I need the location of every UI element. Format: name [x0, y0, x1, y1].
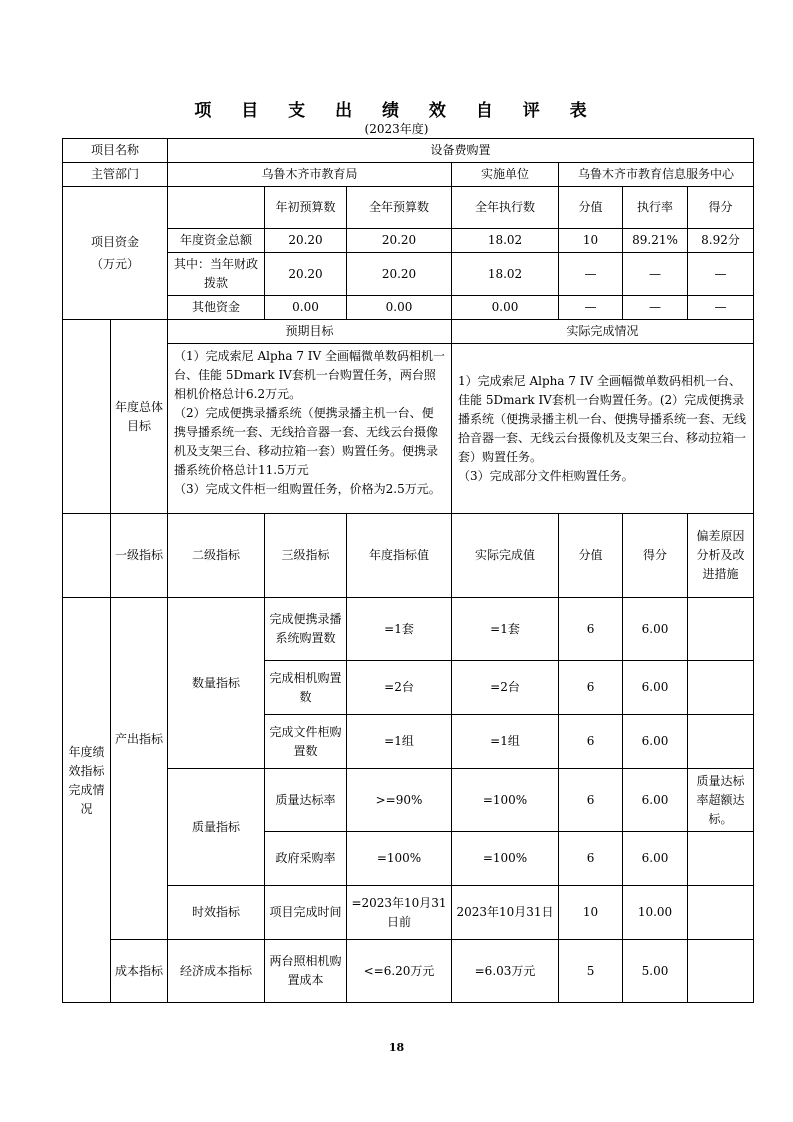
indicator-target: =100%	[347, 832, 452, 886]
funds-cell: 89.21%	[623, 229, 688, 253]
actual-goal-header: 实际完成情况	[452, 320, 754, 344]
indicator-header-level2: 二级指标	[168, 514, 265, 598]
indicator-header-actual: 实际完成值	[452, 514, 559, 598]
document-title: 项 目 支 出 绩 效 自 评 表	[194, 101, 599, 121]
indicator-value: 6	[559, 715, 623, 769]
indicator-name: 质量达标率	[265, 769, 347, 832]
funds-header: 全年预算数	[347, 187, 452, 229]
document-year: (2023年度)	[364, 122, 429, 136]
indicator-score: 6.00	[623, 715, 688, 769]
funds-header: 年初预算数	[265, 187, 347, 229]
expected-goal-line: （2）完成便携录播系统（便携录播主机一台、便携导播系统一套、无线拾音器一套、无线云台摄像机及支架三台、移动拉箱一套）购置任务。便携录播系统价格总计11.5万元	[174, 406, 439, 477]
output-indicator-label: 产出指标	[111, 598, 168, 940]
funds-cell: —	[623, 253, 688, 296]
indicator-actual: =2台	[452, 661, 559, 715]
indicator-score: 6.00	[623, 598, 688, 661]
indicator-header-level3: 三级指标	[265, 514, 347, 598]
indicator-note	[688, 940, 754, 1003]
funds-cell: —	[688, 253, 754, 296]
indicator-target: >=90%	[347, 769, 452, 832]
indicator-value: 6	[559, 769, 623, 832]
expected-goal-text	[168, 344, 452, 514]
funds-header: 得分	[688, 187, 754, 229]
indicator-name: 完成文件柜购置数	[265, 715, 347, 769]
indicator-target: =2台	[347, 661, 452, 715]
quality-indicator-label: 质量指标	[168, 769, 265, 886]
indicator-target: =1组	[347, 715, 452, 769]
indicator-note: 质量达标率超额达标。	[688, 769, 754, 832]
indicator-actual: =100%	[452, 769, 559, 832]
impl-label: 实施单位	[452, 163, 559, 187]
indicator-score: 5.00	[623, 940, 688, 1003]
economic-indicator-label: 经济成本指标	[168, 940, 265, 1003]
funds-cell: 0.00	[452, 296, 559, 320]
indicator-name: 政府采购率	[265, 832, 347, 886]
expected-goal-header: 预期目标	[168, 320, 452, 344]
indicator-section-label: 年度绩效指标完成情况	[63, 598, 111, 1003]
funds-cell: 0.00	[265, 296, 347, 320]
dept-label: 主管部门	[63, 163, 168, 187]
indicator-note	[688, 715, 754, 769]
funds-cell: —	[559, 253, 623, 296]
impl-value: 乌鲁木齐市教育信息服务中心	[559, 163, 754, 187]
funds-cell: 10	[559, 229, 623, 253]
indicator-value: 6	[559, 661, 623, 715]
indicator-score: 10.00	[623, 886, 688, 940]
expected-goal-line: （1）完成索尼 Alpha 7 IV 全画幅微单数码相机一台、佳能 5Dmark IV套机一台购置任务，两台照相机价格总计6.2万元。	[174, 349, 446, 401]
funds-row-label: 其他资金	[168, 296, 265, 320]
dept-value: 乌鲁木齐市教育局	[168, 163, 452, 187]
indicator-score: 6.00	[623, 832, 688, 886]
indicator-actual: =1套	[452, 598, 559, 661]
funds-cell: —	[559, 296, 623, 320]
actual-goal-line: 1）完成索尼 Alpha 7 IV 全画幅微单数码相机一台、佳能 5Dmark IV套机一台购置任务。(2）完成便携录播系统（便携录播主机一台、便携导播系统一套、无线拾音器一套、无线云台摄像机及支架三台、移动拉箱一套）购置任务。	[458, 373, 747, 464]
goals-label	[63, 320, 111, 514]
indicator-header-level1: 一级指标	[111, 514, 168, 598]
indicator-target: <=6.20万元	[347, 940, 452, 1003]
indicator-note	[688, 598, 754, 661]
indicator-actual: =100%	[452, 832, 559, 886]
indicator-note	[688, 661, 754, 715]
funds-cell: 20.20	[347, 253, 452, 296]
indicator-value: 6	[559, 832, 623, 886]
evaluation-table	[62, 138, 754, 1003]
indicator-value: 5	[559, 940, 623, 1003]
funds-header: 执行率	[623, 187, 688, 229]
quantity-indicator-label: 数量指标	[168, 598, 265, 769]
indicator-value: 10	[559, 886, 623, 940]
indicator-header-value: 分值	[559, 514, 623, 598]
indicator-name: 完成相机购置数	[265, 661, 347, 715]
funds-label: 项目资金 （万元）	[63, 187, 168, 320]
indicator-name: 项目完成时间	[265, 886, 347, 940]
funds-row-label: 年度资金总额	[168, 229, 265, 253]
funds-row-label: 其中：当年财政拨款	[168, 253, 265, 296]
indicator-header-empty	[63, 514, 111, 598]
cost-indicator-label: 成本指标	[111, 940, 168, 1003]
indicator-note	[688, 886, 754, 940]
indicator-target: =2023年10月31日前	[347, 886, 452, 940]
funds-cell: 18.02	[452, 253, 559, 296]
indicator-score: 6.00	[623, 661, 688, 715]
timeliness-indicator-label: 时效指标	[168, 886, 265, 940]
indicator-name: 完成便携录播系统购置数	[265, 598, 347, 661]
project-name-value: 设备费购置	[168, 139, 754, 163]
expected-goal-line: （3）完成文件柜一组购置任务，价格为2.5万元。	[174, 482, 441, 496]
indicator-actual: =6.03万元	[452, 940, 559, 1003]
indicator-score: 6.00	[623, 769, 688, 832]
funds-cell: 8.92分	[688, 229, 754, 253]
indicator-actual: =1组	[452, 715, 559, 769]
funds-header-empty	[168, 187, 265, 229]
indicator-header-deviation: 偏差原因分析及改进措施	[688, 514, 754, 598]
funds-header: 分值	[559, 187, 623, 229]
indicator-actual: 2023年10月31日	[452, 886, 559, 940]
page-number: 18	[388, 1041, 405, 1054]
funds-cell: 0.00	[347, 296, 452, 320]
funds-cell: 18.02	[452, 229, 559, 253]
indicator-name: 两台照相机购置成本	[265, 940, 347, 1003]
funds-cell: 20.20	[347, 229, 452, 253]
project-name-label: 项目名称	[63, 139, 168, 163]
funds-cell: —	[623, 296, 688, 320]
funds-cell: —	[688, 296, 754, 320]
funds-cell: 20.20	[265, 229, 347, 253]
indicator-note	[688, 832, 754, 886]
indicator-target: =1套	[347, 598, 452, 661]
indicator-header-target: 年度指标值	[347, 514, 452, 598]
funds-header: 全年执行数	[452, 187, 559, 229]
goals-label-text: 年度总体目标	[111, 320, 168, 514]
funds-cell: 20.20	[265, 253, 347, 296]
indicator-value: 6	[559, 598, 623, 661]
actual-goal-text	[452, 344, 754, 514]
indicator-header-score: 得分	[623, 514, 688, 598]
actual-goal-line: （3）完成部分文件柜购置任务。	[458, 468, 634, 483]
